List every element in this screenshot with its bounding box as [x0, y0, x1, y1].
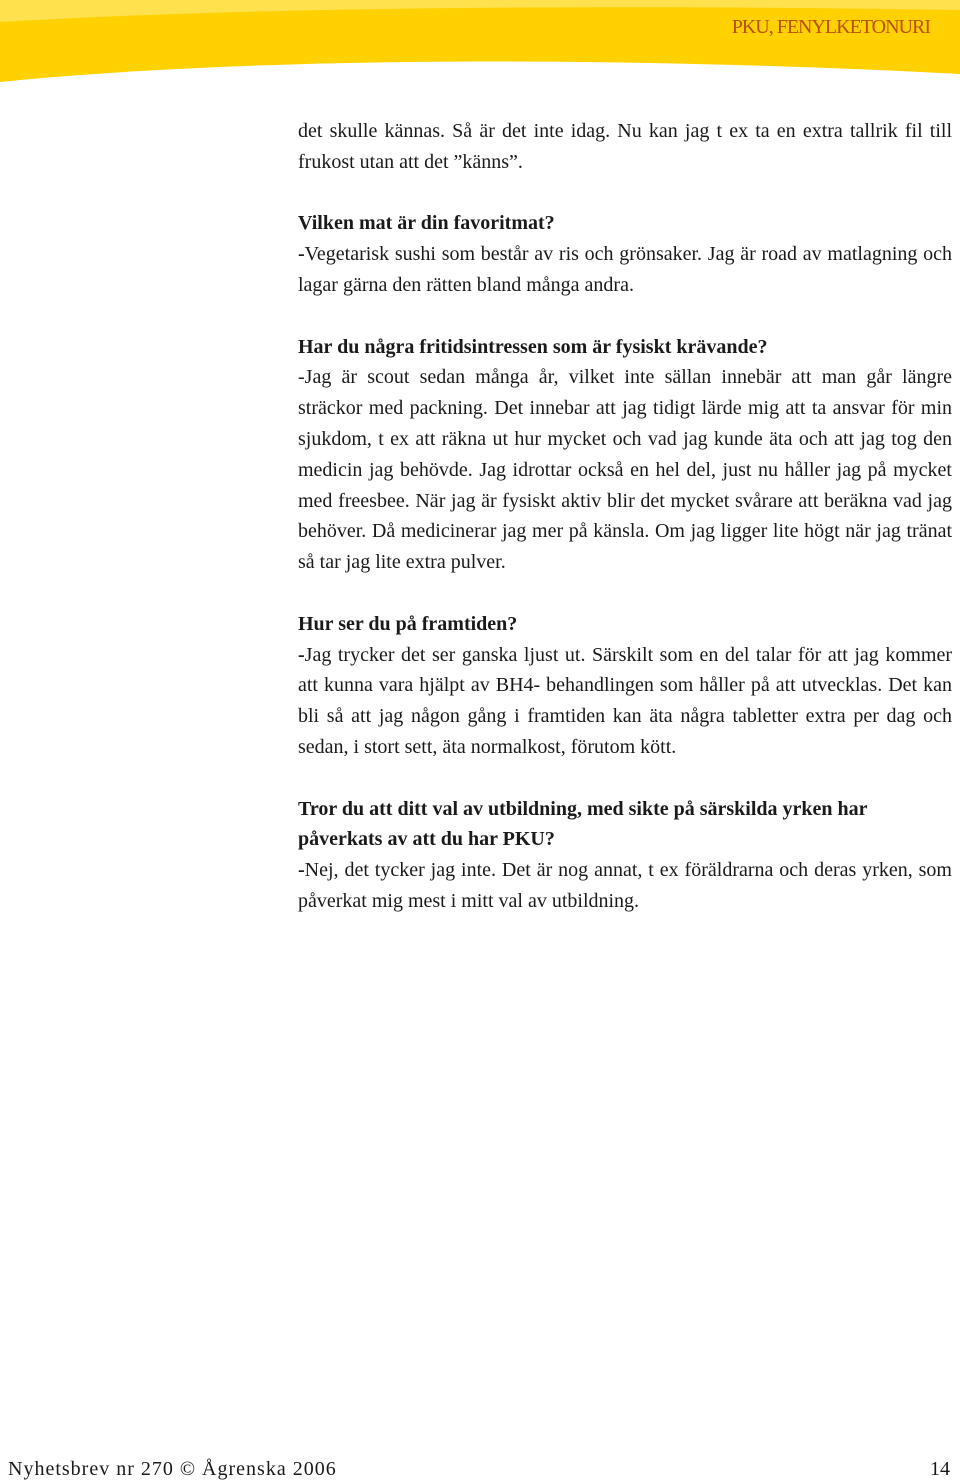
- continuation-paragraph: det skulle kännas. Så är det inte idag. Nu kan jag t ex ta en extra tallrik fil till frukost utan att det ”känns”.: [298, 120, 952, 173]
- qa-block: [298, 794, 952, 917]
- answer-dash: -: [298, 366, 305, 389]
- answer-text: Jag är scout sedan många år, vilket inte sällan innebär att man går längre sträckor med packning. Det innebar att jag tidigt lärde mig att ta ansvar för min sjukdom, t ex att räkna ut hur mycket och vad jag kunde äta och att jag tog den medicin jag behövde. Jag idrottar också en hel del, just nu håller jag på mycket med freesbee. När jag är fysiskt aktiv blir det mycket svårare att beräkna vad jag behöver. Då medicinerar jag mer på känsla. Om jag ligger lite högt när jag tränat så tar jag lite extra pulver.: [298, 366, 952, 574]
- header-banner: [0, 0, 960, 90]
- question-heading: Hur ser du på framtiden?: [298, 612, 518, 635]
- page-number: 14: [930, 1458, 950, 1480]
- qa-block: [298, 208, 952, 300]
- qa-block: [298, 332, 952, 578]
- question-heading: Vilken mat är din favoritmat?: [298, 212, 555, 235]
- answer-text: Nej, det tycker jag inte. Det är nog annat, t ex föräldrarna och deras yrken, som påverkat mig mest i mitt val av utbildning.: [298, 859, 952, 912]
- answer-dash: -: [298, 243, 305, 266]
- answer-dash: -: [298, 859, 305, 882]
- question-heading: Har du några fritidsintressen som är fysiskt krävande?: [298, 335, 768, 358]
- question-heading: Tror du att ditt val av utbildning, med sikte på särskilda yrken har påverkats av att du har PKU?: [298, 797, 868, 851]
- qa-block: [298, 609, 952, 763]
- footer-publication: Nyhetsbrev nr 270 © Ågrenska 2006: [8, 1458, 337, 1480]
- running-title: PKU, FENYLKETONURI: [731, 16, 930, 38]
- answer-text: Vegetarisk sushi som består av ris och grönsaker. Jag är road av matlagning och lagar gärna den rätten bland många andra.: [298, 243, 952, 296]
- answer-text: Jag trycker det ser ganska ljust ut. Särskilt som en del talar för att jag kommer att kunna vara hjälpt av BH4- behandlingen som håller på att utvecklas. Det kan bli så att jag någon gång i framtiden kan äta några tabletter extra per dag och sedan, i stort sett, äta normalkost, förutom kött.: [298, 643, 952, 758]
- article-body: [298, 116, 952, 948]
- answer-dash: -: [298, 643, 305, 666]
